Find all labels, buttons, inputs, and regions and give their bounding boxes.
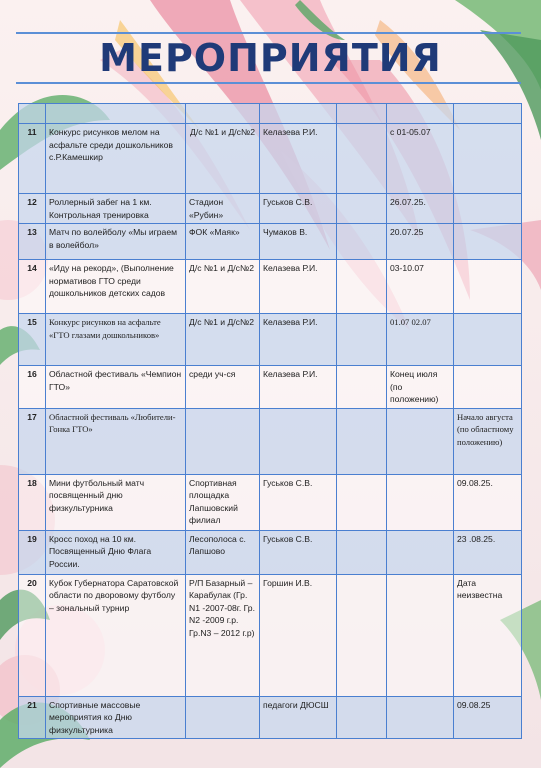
cell-place: Лесополоса с. Лапшово — [186, 530, 260, 574]
cell-extra — [337, 224, 387, 260]
cell-event: Конкурс рисунков мелом на асфальте среди дошкольников с.Р.Камешкир — [46, 124, 186, 194]
cell-date-alt — [454, 194, 522, 224]
cell-extra — [337, 474, 387, 530]
cell-num: 13 — [19, 224, 46, 260]
table-row — [19, 366, 522, 409]
cell-person — [260, 104, 337, 124]
cell-event: Роллерный забег на 1 км. Контрольная тренировка — [46, 194, 186, 224]
cell-place — [186, 104, 260, 124]
cell-person: Келазева Р.И. — [260, 314, 337, 366]
table-row — [19, 408, 522, 474]
cell-date-alt — [454, 124, 522, 194]
cell-num: 12 — [19, 194, 46, 224]
cell-person: Гуськов С.В. — [260, 530, 337, 574]
title-rule-top — [16, 32, 521, 34]
cell-extra — [337, 408, 387, 474]
cell-num — [19, 104, 46, 124]
cell-date — [387, 574, 454, 696]
cell-place: среди уч-ся — [186, 366, 260, 409]
table-row — [19, 124, 522, 194]
cell-date-alt: 09.08.25 — [454, 696, 522, 739]
cell-extra — [337, 530, 387, 574]
cell-extra — [337, 574, 387, 696]
cell-place: Р/П Базарный – Карабулак (Гр. N1 -2007-08г. Гр. N2 -2009 г.р. Гр.N3 – 2012 г.р) — [186, 574, 260, 696]
cell-date-alt: 23 .08.25. — [454, 530, 522, 574]
table-row — [19, 314, 522, 366]
cell-place: Стадион «Рубин» — [186, 194, 260, 224]
cell-place: Д/с №1 и Д/с№2 — [186, 124, 260, 194]
cell-person — [260, 408, 337, 474]
cell-num: 20 — [19, 574, 46, 696]
cell-person: Келазева Р.И. — [260, 124, 337, 194]
cell-date: 01.07 02.07 — [387, 314, 454, 366]
events-table — [18, 103, 522, 739]
table-row — [19, 260, 522, 314]
cell-extra — [337, 124, 387, 194]
cell-place — [186, 408, 260, 474]
title-rule-bottom — [16, 82, 521, 84]
cell-person: Келазева Р.И. — [260, 366, 337, 409]
cell-date: с 01-05.07 — [387, 124, 454, 194]
table-row — [19, 474, 522, 530]
table-row — [19, 574, 522, 696]
table-header-row — [19, 104, 522, 124]
cell-date-alt: Дата неизвестна — [454, 574, 522, 696]
cell-date-alt — [454, 104, 522, 124]
cell-num: 17 — [19, 408, 46, 474]
cell-date: 20.07.25 — [387, 224, 454, 260]
cell-date — [387, 696, 454, 739]
cell-event: Конкурс рисунков на асфальте «ГТО глазами дошкольников» — [46, 314, 186, 366]
cell-event: Спортивные массовые мероприятия ко Дню физкультурника — [46, 696, 186, 739]
cell-date-alt — [454, 314, 522, 366]
cell-person: Гуськов С.В. — [260, 474, 337, 530]
cell-extra — [337, 260, 387, 314]
cell-num: 21 — [19, 696, 46, 739]
cell-event: «Иду на рекорд», (Выполнение нормативов ГТО среди дошкольников детских садов — [46, 260, 186, 314]
cell-event: Мини футбольный матч посвященный дню физкультурника — [46, 474, 186, 530]
cell-event — [46, 104, 186, 124]
cell-date-alt — [454, 224, 522, 260]
cell-extra — [337, 104, 387, 124]
page-title: МЕРОПРИЯТИЯ — [99, 36, 442, 80]
cell-person: Горшин И.В. — [260, 574, 337, 696]
cell-person: педагоги ДЮСШ — [260, 696, 337, 739]
cell-place: ФОК «Маяк» — [186, 224, 260, 260]
cell-date — [387, 104, 454, 124]
cell-event: Областной фестиваль «Любители-Гонка ГТО» — [46, 408, 186, 474]
cell-date-alt: 09.08.25. — [454, 474, 522, 530]
cell-place — [186, 696, 260, 739]
table-row — [19, 194, 522, 224]
cell-num: 14 — [19, 260, 46, 314]
cell-num: 19 — [19, 530, 46, 574]
table-row — [19, 696, 522, 739]
cell-date: 26.07.25. — [387, 194, 454, 224]
cell-place: Спортивная площадка Лапшовский филиал — [186, 474, 260, 530]
cell-date — [387, 408, 454, 474]
cell-date: 03-10.07 — [387, 260, 454, 314]
cell-person: Гуськов С.В. — [260, 194, 337, 224]
cell-date-alt: Начало августа (по областному положению) — [454, 408, 522, 474]
cell-num: 18 — [19, 474, 46, 530]
cell-num: 11 — [19, 124, 46, 194]
cell-date — [387, 474, 454, 530]
cell-extra — [337, 696, 387, 739]
cell-event: Областной фестиваль «Чемпион ГТО» — [46, 366, 186, 409]
cell-extra — [337, 314, 387, 366]
cell-date-alt — [454, 260, 522, 314]
table-row — [19, 530, 522, 574]
cell-person: Келазева Р.И. — [260, 260, 337, 314]
cell-event: Матч по волейболу «Мы играем в волейбол» — [46, 224, 186, 260]
cell-num: 16 — [19, 366, 46, 409]
cell-event: Кубок Губернатора Саратовской области по дворовому футболу – зональный турнир — [46, 574, 186, 696]
cell-place: Д/с №1 и Д/с№2 — [186, 260, 260, 314]
cell-date-alt — [454, 366, 522, 409]
cell-extra — [337, 194, 387, 224]
cell-person: Чумаков В. — [260, 224, 337, 260]
cell-date: Конец июля (по положению) — [387, 366, 454, 409]
table-row — [19, 224, 522, 260]
cell-extra — [337, 366, 387, 409]
cell-place: Д/с №1 и Д/с№2 — [186, 314, 260, 366]
cell-num: 15 — [19, 314, 46, 366]
cell-date — [387, 530, 454, 574]
cell-event: Кросс поход на 10 км. Посвященный Дню Флага России. — [46, 530, 186, 574]
